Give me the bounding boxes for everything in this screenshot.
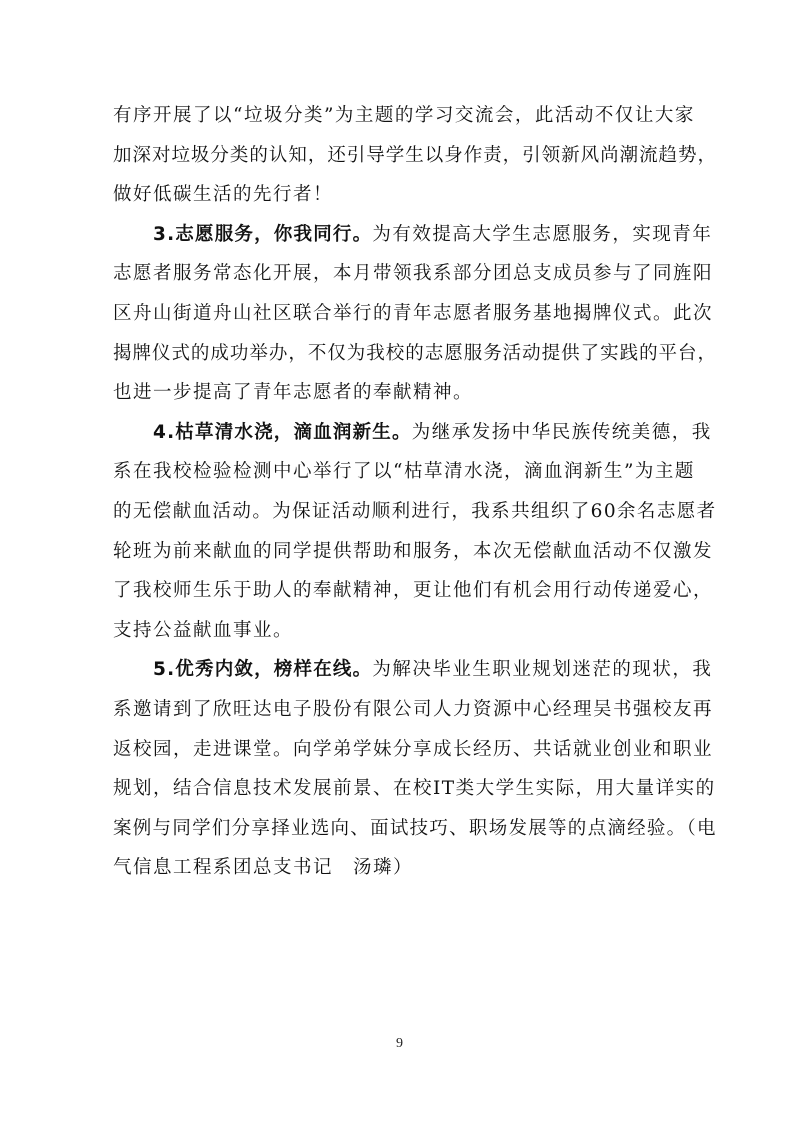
text-line: [113, 215, 717, 255]
paragraph-volunteer-service: [113, 215, 717, 413]
text-line: 系邀请到了欣旺达电子股份有限公司人力资源中心经理吴书强校友再: [113, 698, 714, 720]
text-line: 加深对垃圾分类的认知，还引导学生以身作责，引领新风尚潮流趋势，: [113, 144, 718, 166]
page-number: 9: [396, 1036, 403, 1051]
text-line: 返校园，走进课堂。向学弟学妹分享成长经历、共话就业创业和职业: [113, 738, 714, 760]
paragraph-role-model: [113, 650, 717, 888]
text-line: [113, 413, 717, 453]
text-line: 轮班为前来献血的同学提供帮助和服务，本次无偿献血活动不仅激发: [113, 540, 714, 562]
text-line: 系在我校检验检测中心举行了以“枯草清水浇，滴血润新生”为主题: [113, 461, 695, 483]
text-segment: 为继承发扬中华民族传统美德，我: [411, 421, 712, 443]
text-line: 了我校师生乐于助人的奉献精神，更让他们有机会用行动传递爱心，: [113, 580, 714, 602]
text-segment: 为解决毕业生职业规划迷茫的现状，我: [372, 659, 713, 681]
section-heading: 3.志愿服务，你我同行。: [153, 223, 373, 245]
section-heading: 4.枯草清水浇，滴血润新生。: [153, 421, 412, 443]
text-line: 揭牌仪式的成功举办，不仅为我校的志愿服务活动提供了实践的平台，: [113, 342, 718, 364]
text-line: 的无偿献血活动。为保证活动顺利进行，我系共组织了60余名志愿者: [113, 500, 717, 522]
paragraph-garbage-sorting: [113, 96, 717, 215]
text-line: 志愿者服务常态化开展，本月带领我系部分团总支成员参与了同旌阳: [113, 263, 714, 285]
text-line: [113, 650, 717, 690]
text-line: 案例与同学们分享择业选向、面试技巧、职场发展等的点滴经验。（电: [113, 817, 717, 839]
text-line: 做好低碳生活的先行者！: [113, 184, 334, 206]
document-body: [113, 96, 717, 888]
section-heading: 5.优秀内敛，榜样在线。: [153, 659, 373, 681]
text-line: 规划，结合信息技术发展前景、在校IT类大学生实际，用大量详实的: [113, 778, 716, 800]
text-line: 区舟山街道舟山社区联合举行的青年志愿者服务基地揭牌仪式。此次: [113, 302, 714, 324]
text-segment: 为有效提高大学生志愿服务，实现青年: [372, 223, 713, 245]
text-line: 支持公益献血事业。: [113, 619, 294, 641]
paragraph-blood-donation: [113, 413, 717, 651]
text-line: 有序开展了以“垃圾分类”为主题的学习交流会，此活动不仅让大家: [113, 105, 695, 126]
text-line: 气信息工程系团总支书记 汤璘）: [113, 857, 414, 879]
text-line: 也进一步提高了青年志愿者的奉献精神。: [113, 382, 474, 404]
